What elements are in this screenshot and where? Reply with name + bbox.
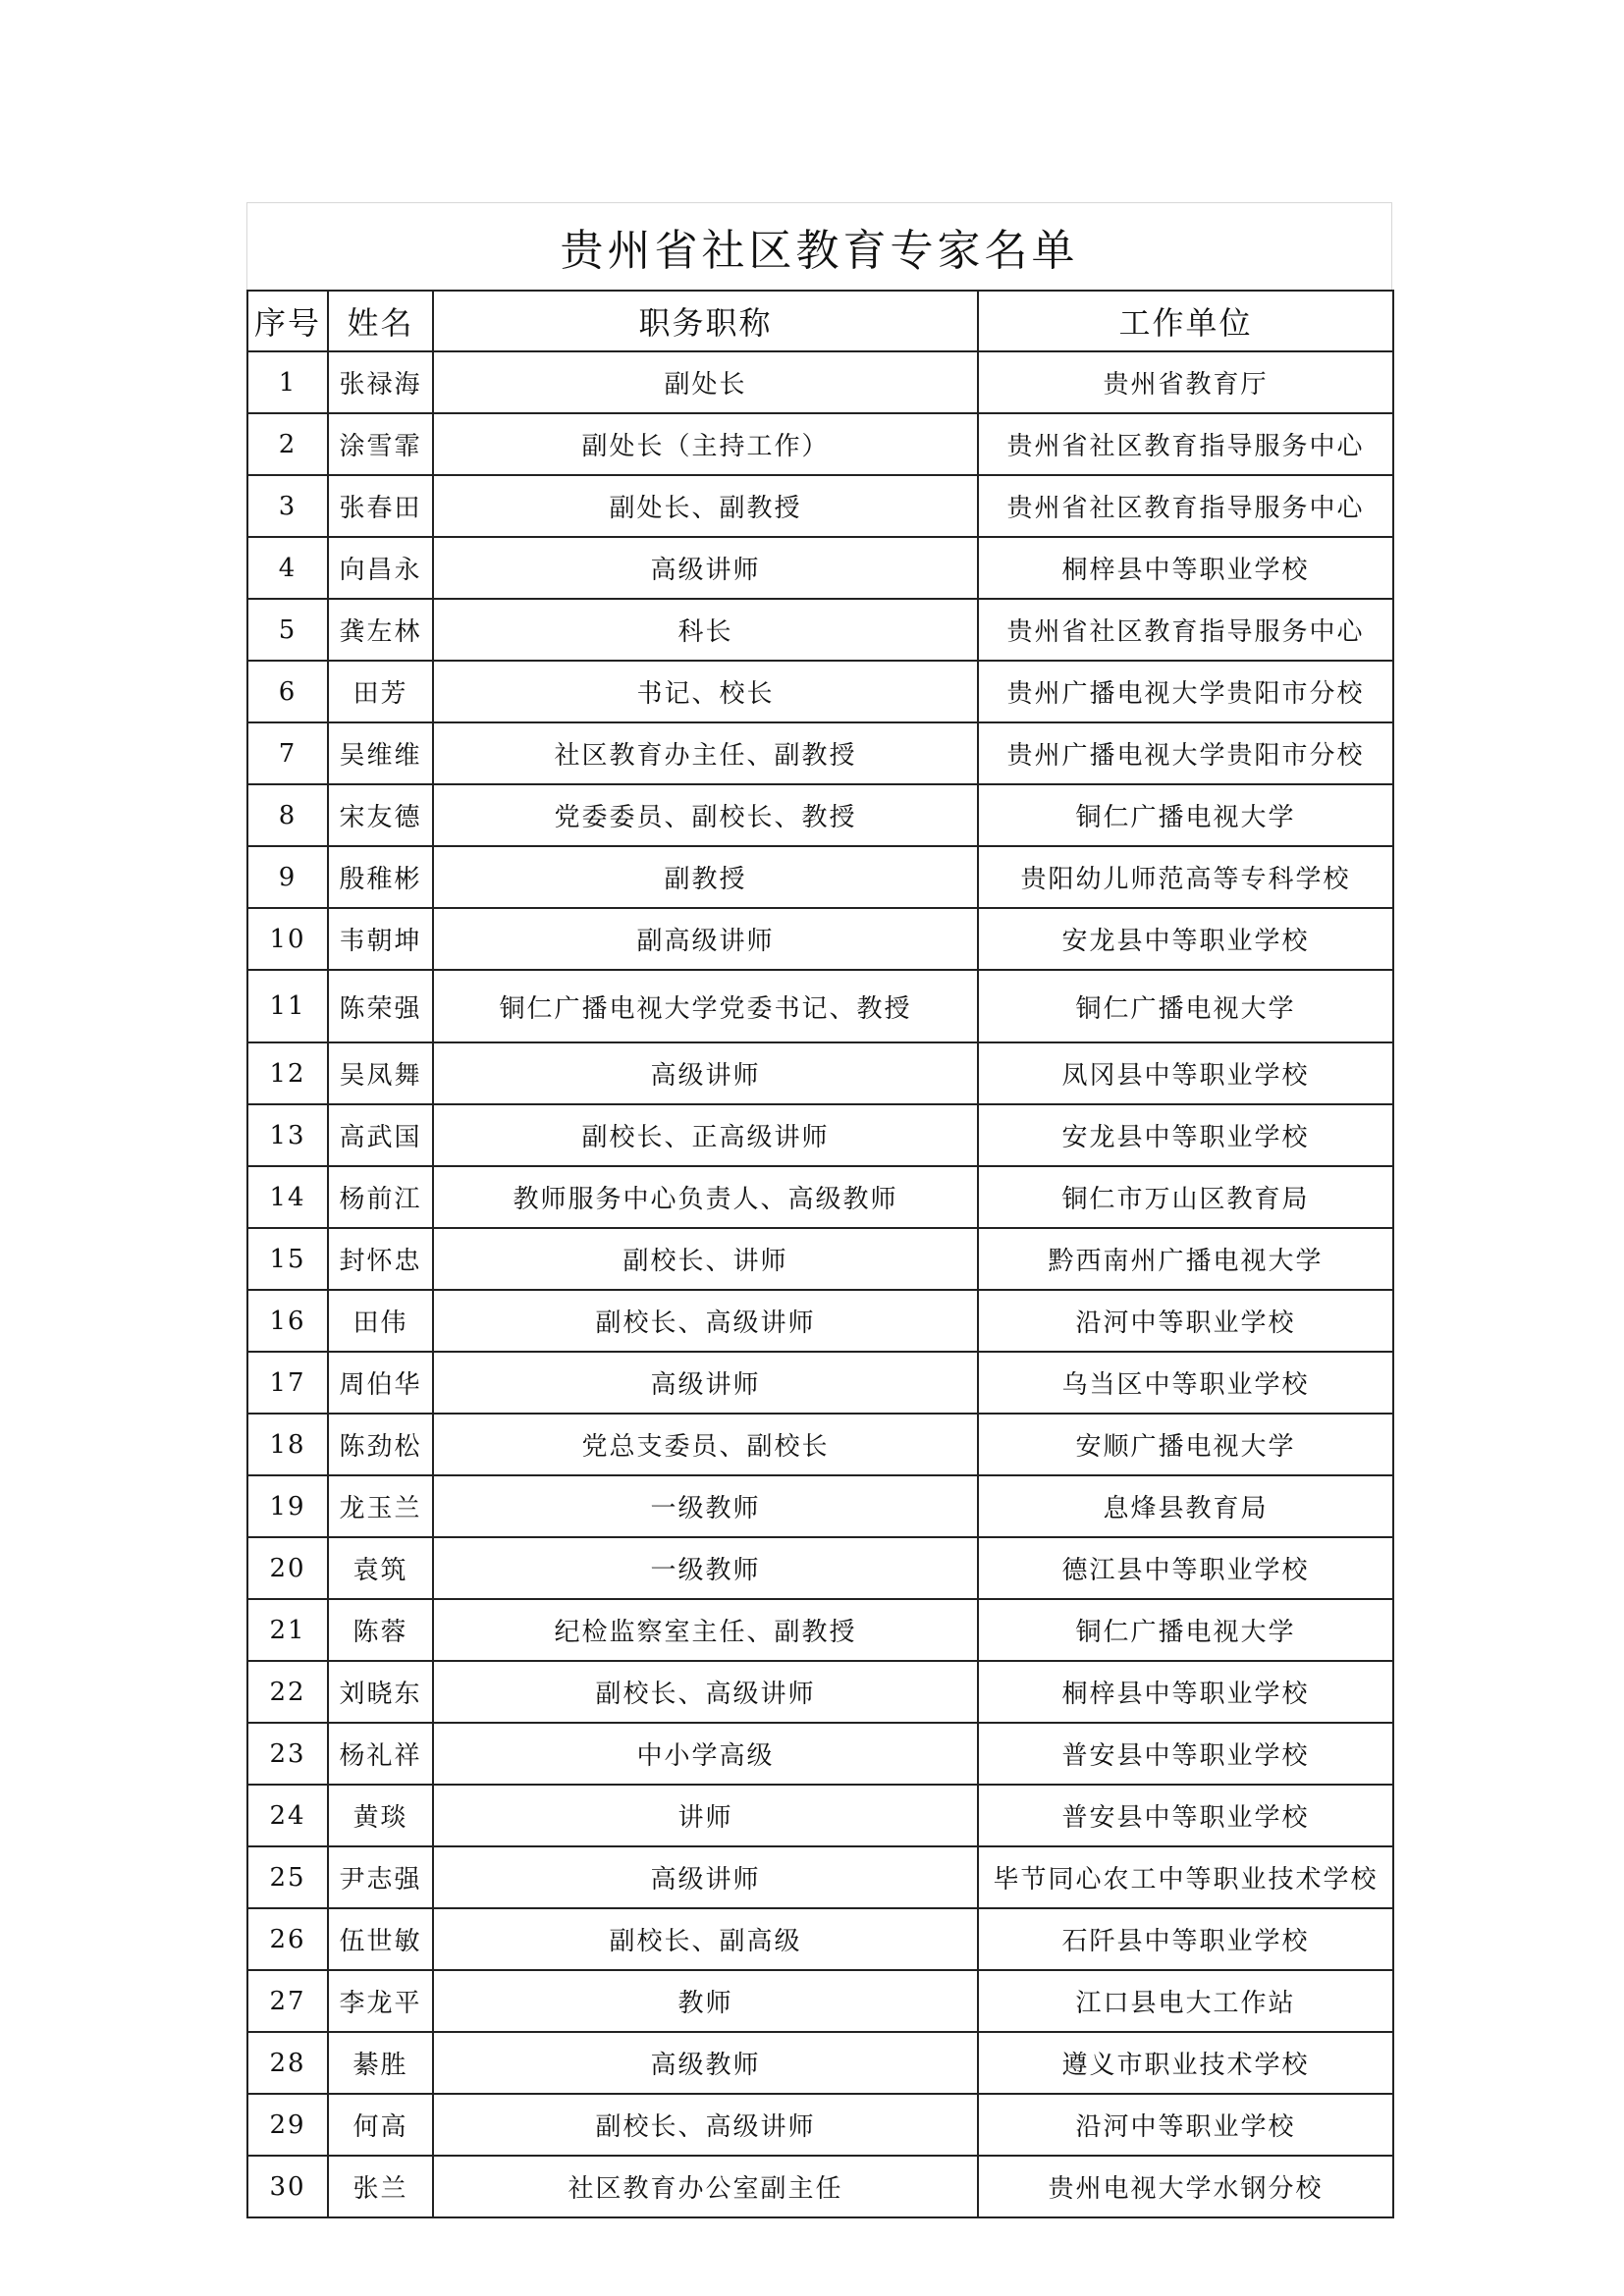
cell-title: 教师服务中心负责人、高级教师 <box>433 1166 978 1228</box>
table-row <box>247 846 1393 908</box>
cell-name: 张禄海 <box>328 351 433 413</box>
cell-no: 30 <box>247 2156 328 2217</box>
cell-name: 田伟 <box>328 1290 433 1352</box>
cell-name: 高武国 <box>328 1104 433 1166</box>
cell-name: 韦朝坤 <box>328 908 433 970</box>
cell-no: 11 <box>247 970 328 1042</box>
cell-name: 殷稚彬 <box>328 846 433 908</box>
table-row <box>247 661 1393 722</box>
table-row <box>247 722 1393 784</box>
cell-unit: 普安县中等职业学校 <box>978 1723 1393 1785</box>
cell-no: 21 <box>247 1599 328 1661</box>
table-row <box>247 475 1393 537</box>
cell-no: 7 <box>247 722 328 784</box>
header-no: 序号 <box>247 291 328 351</box>
cell-title: 副高级讲师 <box>433 908 978 970</box>
cell-no: 18 <box>247 1414 328 1475</box>
cell-unit: 江口县电大工作站 <box>978 1970 1393 2032</box>
cell-unit: 桐梓县中等职业学校 <box>978 1661 1393 1723</box>
cell-name: 陈劲松 <box>328 1414 433 1475</box>
cell-no: 15 <box>247 1228 328 1290</box>
cell-name: 吴维维 <box>328 722 433 784</box>
cell-unit: 铜仁广播电视大学 <box>978 784 1393 846</box>
cell-unit: 沿河中等职业学校 <box>978 2094 1393 2156</box>
table-row <box>247 1661 1393 1723</box>
cell-no: 19 <box>247 1475 328 1537</box>
table-row <box>247 537 1393 599</box>
cell-no: 1 <box>247 351 328 413</box>
table-row <box>247 1599 1393 1661</box>
cell-unit: 贵州省社区教育指导服务中心 <box>978 413 1393 475</box>
cell-title: 高级教师 <box>433 2032 978 2094</box>
cell-title: 书记、校长 <box>433 661 978 722</box>
cell-no: 22 <box>247 1661 328 1723</box>
cell-title: 副校长、高级讲师 <box>433 2094 978 2156</box>
cell-title: 副处长（主持工作） <box>433 413 978 475</box>
table-body <box>247 351 1393 2217</box>
cell-unit: 铜仁广播电视大学 <box>978 970 1393 1042</box>
cell-unit: 黔西南州广播电视大学 <box>978 1228 1393 1290</box>
cell-title: 社区教育办公室副主任 <box>433 2156 978 2217</box>
cell-name: 周伯华 <box>328 1352 433 1414</box>
cell-unit: 铜仁广播电视大学 <box>978 1599 1393 1661</box>
cell-name: 黄琰 <box>328 1785 433 1846</box>
cell-name: 李龙平 <box>328 1970 433 2032</box>
cell-no: 5 <box>247 599 328 661</box>
cell-no: 23 <box>247 1723 328 1785</box>
table-row <box>247 413 1393 475</box>
table-row <box>247 351 1393 413</box>
cell-name: 宋友德 <box>328 784 433 846</box>
table-row <box>247 1228 1393 1290</box>
table-row <box>247 970 1393 1042</box>
cell-unit: 贵州省教育厅 <box>978 351 1393 413</box>
cell-name: 何高 <box>328 2094 433 2156</box>
cell-name: 张兰 <box>328 2156 433 2217</box>
cell-unit: 贵州广播电视大学贵阳市分校 <box>978 722 1393 784</box>
cell-name: 涂雪霏 <box>328 413 433 475</box>
cell-unit: 安龙县中等职业学校 <box>978 908 1393 970</box>
table-row <box>247 1166 1393 1228</box>
cell-title: 党委委员、副校长、教授 <box>433 784 978 846</box>
cell-name: 田芳 <box>328 661 433 722</box>
cell-no: 25 <box>247 1846 328 1908</box>
cell-name: 龚左林 <box>328 599 433 661</box>
cell-unit: 贵州省社区教育指导服务中心 <box>978 599 1393 661</box>
cell-title: 高级讲师 <box>433 1846 978 1908</box>
header-name: 姓名 <box>328 291 433 351</box>
table-row <box>247 599 1393 661</box>
cell-no: 26 <box>247 1908 328 1970</box>
document-title: 贵州省社区教育专家名单 <box>246 202 1392 290</box>
cell-no: 9 <box>247 846 328 908</box>
cell-no: 3 <box>247 475 328 537</box>
table-row <box>247 1475 1393 1537</box>
cell-title: 高级讲师 <box>433 537 978 599</box>
cell-unit: 贵阳幼儿师范高等专科学校 <box>978 846 1393 908</box>
cell-no: 10 <box>247 908 328 970</box>
cell-no: 27 <box>247 1970 328 2032</box>
cell-no: 28 <box>247 2032 328 2094</box>
cell-title: 讲师 <box>433 1785 978 1846</box>
cell-no: 20 <box>247 1537 328 1599</box>
cell-title: 副校长、副高级 <box>433 1908 978 1970</box>
cell-no: 2 <box>247 413 328 475</box>
cell-title: 副处长 <box>433 351 978 413</box>
cell-unit: 沿河中等职业学校 <box>978 1290 1393 1352</box>
cell-title: 高级讲师 <box>433 1042 978 1104</box>
cell-no: 14 <box>247 1166 328 1228</box>
cell-name: 陈蓉 <box>328 1599 433 1661</box>
table-row <box>247 1042 1393 1104</box>
cell-title: 社区教育办主任、副教授 <box>433 722 978 784</box>
cell-unit: 遵义市职业技术学校 <box>978 2032 1393 2094</box>
cell-unit: 贵州电视大学水钢分校 <box>978 2156 1393 2217</box>
cell-title: 副教授 <box>433 846 978 908</box>
cell-unit: 乌当区中等职业学校 <box>978 1352 1393 1414</box>
table-row <box>247 2032 1393 2094</box>
cell-title: 一级教师 <box>433 1537 978 1599</box>
cell-unit: 安龙县中等职业学校 <box>978 1104 1393 1166</box>
cell-title: 副校长、讲师 <box>433 1228 978 1290</box>
cell-name: 杨前江 <box>328 1166 433 1228</box>
cell-title: 副校长、正高级讲师 <box>433 1104 978 1166</box>
table-row <box>247 1537 1393 1599</box>
cell-name: 吴凤舞 <box>328 1042 433 1104</box>
cell-no: 12 <box>247 1042 328 1104</box>
table-row <box>247 908 1393 970</box>
cell-title: 副校长、高级讲师 <box>433 1661 978 1723</box>
cell-title: 纪检监察室主任、副教授 <box>433 1599 978 1661</box>
cell-name: 伍世敏 <box>328 1908 433 1970</box>
cell-unit: 安顺广播电视大学 <box>978 1414 1393 1475</box>
cell-unit: 毕节同心农工中等职业技术学校 <box>978 1846 1393 1908</box>
table-row <box>247 1846 1393 1908</box>
table-row <box>247 1970 1393 2032</box>
table-row <box>247 1908 1393 1970</box>
table-row <box>247 2094 1393 2156</box>
cell-no: 6 <box>247 661 328 722</box>
cell-no: 16 <box>247 1290 328 1352</box>
cell-unit: 德江县中等职业学校 <box>978 1537 1393 1599</box>
cell-name: 尹志强 <box>328 1846 433 1908</box>
table-row <box>247 2156 1393 2217</box>
cell-unit: 贵州广播电视大学贵阳市分校 <box>978 661 1393 722</box>
cell-unit: 石阡县中等职业学校 <box>978 1908 1393 1970</box>
cell-no: 24 <box>247 1785 328 1846</box>
cell-no: 17 <box>247 1352 328 1414</box>
cell-title: 高级讲师 <box>433 1352 978 1414</box>
header-title: 职务职称 <box>433 291 978 351</box>
cell-unit: 息烽县教育局 <box>978 1475 1393 1537</box>
cell-title: 党总支委员、副校长 <box>433 1414 978 1475</box>
cell-title: 一级教师 <box>433 1475 978 1537</box>
table-row <box>247 1723 1393 1785</box>
roster-sheet <box>246 202 1392 2218</box>
table-row <box>247 1414 1393 1475</box>
table-row <box>247 1352 1393 1414</box>
cell-no: 29 <box>247 2094 328 2156</box>
cell-unit: 凤冈县中等职业学校 <box>978 1042 1393 1104</box>
cell-unit: 铜仁市万山区教育局 <box>978 1166 1393 1228</box>
cell-no: 13 <box>247 1104 328 1166</box>
cell-name: 杨礼祥 <box>328 1723 433 1785</box>
cell-name: 向昌永 <box>328 537 433 599</box>
table-row <box>247 1104 1393 1166</box>
cell-unit: 普安县中等职业学校 <box>978 1785 1393 1846</box>
cell-title: 铜仁广播电视大学党委书记、教授 <box>433 970 978 1042</box>
cell-name: 陈荣强 <box>328 970 433 1042</box>
cell-unit: 桐梓县中等职业学校 <box>978 537 1393 599</box>
cell-name: 张春田 <box>328 475 433 537</box>
cell-name: 封怀忠 <box>328 1228 433 1290</box>
cell-title: 教师 <box>433 1970 978 2032</box>
cell-name: 刘晓东 <box>328 1661 433 1723</box>
table-header-row <box>247 291 1393 351</box>
cell-name: 龙玉兰 <box>328 1475 433 1537</box>
table-row <box>247 1785 1393 1846</box>
cell-no: 8 <box>247 784 328 846</box>
cell-name: 綦胜 <box>328 2032 433 2094</box>
cell-title: 科长 <box>433 599 978 661</box>
header-unit: 工作单位 <box>978 291 1393 351</box>
cell-unit: 贵州省社区教育指导服务中心 <box>978 475 1393 537</box>
cell-title: 副校长、高级讲师 <box>433 1290 978 1352</box>
table-row <box>247 1290 1393 1352</box>
cell-title: 副处长、副教授 <box>433 475 978 537</box>
expert-roster-table <box>246 290 1394 2218</box>
cell-no: 4 <box>247 537 328 599</box>
cell-name: 袁筑 <box>328 1537 433 1599</box>
cell-title: 中小学高级 <box>433 1723 978 1785</box>
table-row <box>247 784 1393 846</box>
